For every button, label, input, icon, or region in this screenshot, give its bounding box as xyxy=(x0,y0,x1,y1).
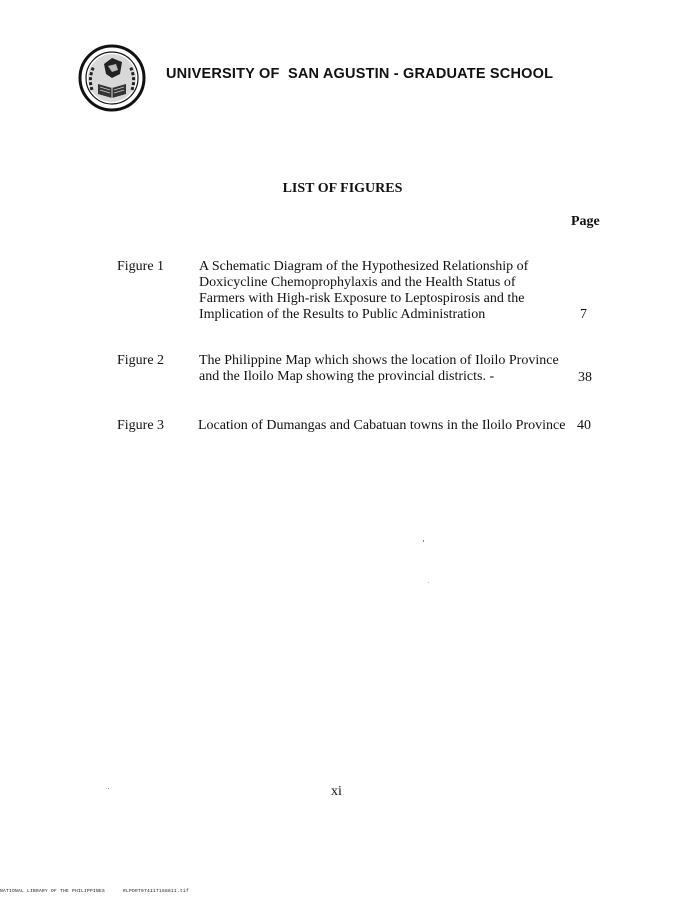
figure-1-line: Implication of the Results to Public Administration xyxy=(199,307,486,322)
figure-1-label: Figure 1 xyxy=(117,259,165,274)
figure-3-page: 40 xyxy=(577,418,591,433)
scan-speck xyxy=(423,540,424,542)
scan-speck xyxy=(428,582,429,583)
figure-1-page: 7 xyxy=(580,307,587,322)
figure-2-label: Figure 2 xyxy=(117,353,165,368)
page-title: LIST OF FIGURES xyxy=(282,181,403,196)
scan-footer: NATIONAL LIBRARY OF THE PHILIPPINES RLPDRT07411T168811.tif xyxy=(0,889,190,894)
figure-1-line: A Schematic Diagram of the Hypothesized Relationship of xyxy=(199,259,529,274)
page-number: xi xyxy=(331,784,342,799)
figure-2-line: The Philippine Map which shows the location of Iloilo Province xyxy=(199,353,559,368)
figure-2-description xyxy=(199,353,559,385)
university-header: UNIVERSITY OF SAN AGUSTIN - GRADUATE SCHOOL xyxy=(166,66,554,82)
figure-3-label: Figure 3 xyxy=(117,418,165,433)
figure-1-line: Farmers with High-risk Exposure to Leptospirosis and the xyxy=(199,291,525,306)
figure-3-description xyxy=(198,418,565,434)
figure-2-line: and the Iloilo Map showing the provincial districts. - xyxy=(199,369,495,384)
figure-3-line: Location of Dumangas and Cabatuan towns in the Iloilo Province xyxy=(198,418,566,433)
figure-1-description xyxy=(199,259,528,323)
page-column-header: Page xyxy=(571,214,600,229)
university-seal-logo xyxy=(78,44,146,112)
figure-2-page: 38 xyxy=(578,370,592,385)
figure-1-line: Doxicycline Chemoprophylaxis and the Health Status of xyxy=(199,275,516,290)
